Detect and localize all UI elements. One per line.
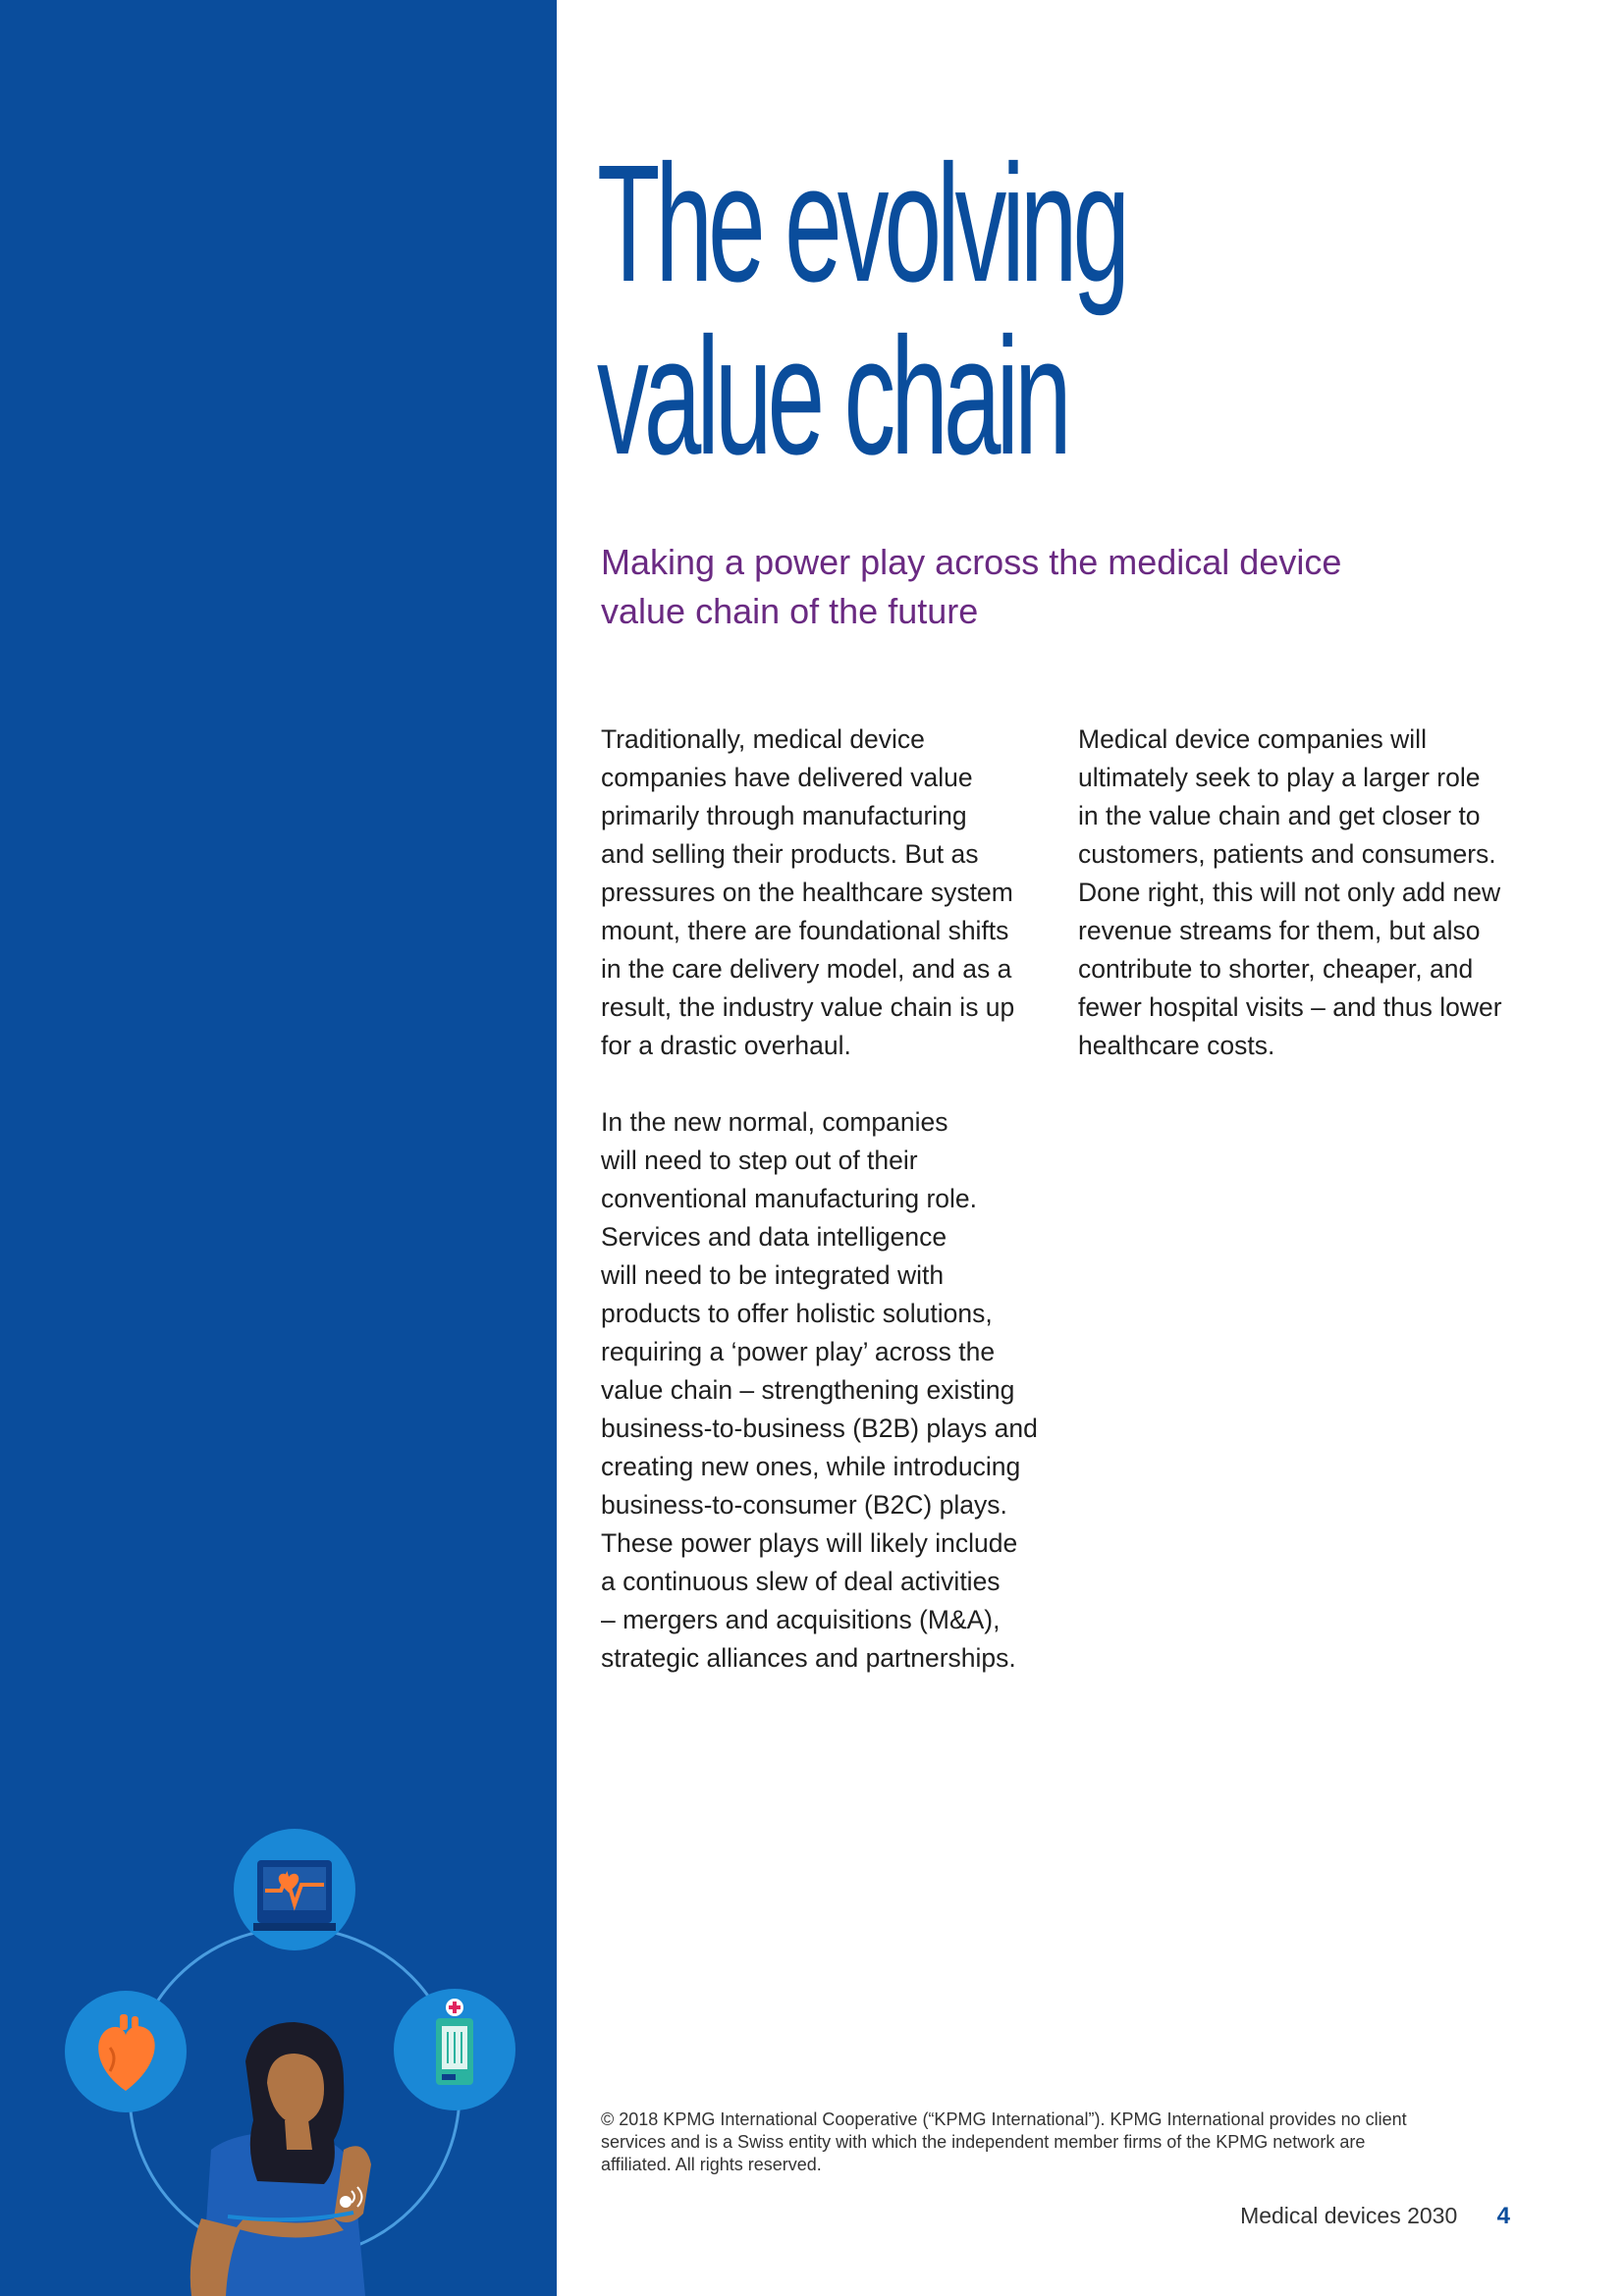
body-text-line: Services and data intelligence: [601, 1222, 947, 1252]
body-text-line: customers, patients and consumers.: [1078, 839, 1496, 869]
paragraph-larger-role: [1078, 721, 1520, 1065]
body-text-line: strategic alliances and partnerships.: [601, 1643, 1016, 1673]
heart-icon: [65, 1991, 187, 2112]
value-chain-illustration: [0, 1826, 557, 2296]
body-text-line: business-to-consumer (B2C) plays.: [601, 1490, 1007, 1520]
body-text-line: fewer hospital visits – and thus lower: [1078, 992, 1502, 1022]
copyright-line: © 2018 KPMG International Cooperative (“KPMG International”). KPMG International provides no client: [601, 2109, 1407, 2129]
body-text-line: Done right, this will not only add new: [1078, 878, 1501, 907]
subtitle-line-2: value chain of the future: [601, 591, 979, 631]
medical-device-icon: [394, 1989, 515, 2110]
body-text-line: a continuous slew of deal activities: [601, 1567, 1001, 1596]
body-text-line: – mergers and acquisitions (M&A),: [601, 1605, 1001, 1634]
body-text-line: creating new ones, while introducing: [601, 1452, 1021, 1481]
paragraph-new-normal: [601, 1103, 1043, 1678]
body-text-line: revenue streams for them, but also: [1078, 916, 1481, 945]
body-text-line: value chain – strengthening existing: [601, 1375, 1015, 1405]
body-text-line: products to offer holistic solutions,: [601, 1299, 993, 1328]
body-text-line: primarily through manufacturing: [601, 801, 967, 830]
body-column-left: [601, 721, 1043, 1716]
blue-sidebar: [0, 0, 557, 2296]
body-text-line: ultimately seek to play a larger role: [1078, 763, 1481, 792]
ecg-monitor-icon: [234, 1829, 355, 1950]
body-text-line: and selling their products. But as: [601, 839, 979, 869]
body-text-line: will need to step out of their: [601, 1146, 918, 1175]
woman-with-wearable-patch: [190, 2022, 371, 2296]
body-text-line: contribute to shorter, cheaper, and: [1078, 954, 1474, 984]
body-text-line: These power plays will likely include: [601, 1528, 1018, 1558]
body-text-line: conventional manufacturing role.: [601, 1184, 978, 1213]
copyright-notice: [601, 2109, 1485, 2176]
body-text-line: companies have delivered value: [601, 763, 973, 792]
body-text-line: business-to-business (B2B) plays and: [601, 1414, 1038, 1443]
body-text-line: pressures on the healthcare system: [601, 878, 1013, 907]
body-text-line: mount, there are foundational shifts: [601, 916, 1009, 945]
body-text-line: requiring a ‘power play’ across the: [601, 1337, 996, 1366]
body-text-line: Traditionally, medical device: [601, 724, 925, 754]
body-text-line: Medical device companies will: [1078, 724, 1427, 754]
body-text-line: healthcare costs.: [1078, 1031, 1275, 1060]
title-line-2: value chain: [597, 303, 1067, 490]
body-text-line: In the new normal, companies: [601, 1107, 948, 1137]
body-text-line: in the care delivery model, and as a: [601, 954, 1012, 984]
title-line-1: The evolving: [597, 131, 1126, 317]
body-text-line: in the value chain and get closer to: [1078, 801, 1481, 830]
page-number: 4: [1496, 2203, 1510, 2229]
document-name: Medical devices 2030: [1240, 2203, 1458, 2228]
page-title: [597, 131, 1206, 490]
page-footer: [1240, 2203, 1510, 2230]
body-text-line: will need to be integrated with: [601, 1260, 945, 1290]
body-column-right: [1078, 721, 1520, 1103]
copyright-line: affiliated. All rights reserved.: [601, 2155, 822, 2174]
copyright-line: services and is a Swiss entity with which the independent member firms of the KPMG network are: [601, 2132, 1366, 2152]
paragraph-traditionally: [601, 721, 1043, 1065]
body-text-line: result, the industry value chain is up: [601, 992, 1015, 1022]
body-text-line: for a drastic overhaul.: [601, 1031, 851, 1060]
subtitle-line-1: Making a power play across the medical device: [601, 542, 1342, 582]
page-subtitle: [601, 538, 1485, 636]
